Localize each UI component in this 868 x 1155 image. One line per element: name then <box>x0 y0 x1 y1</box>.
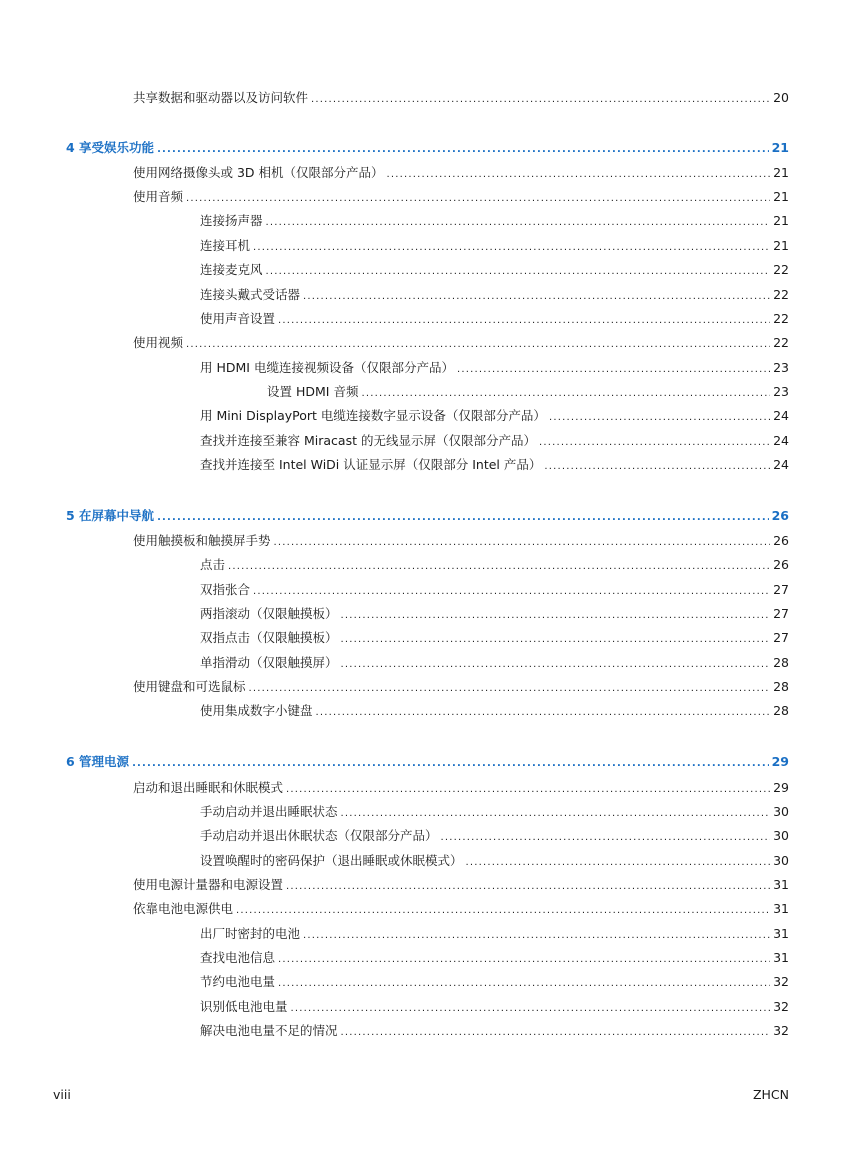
toc-entry-page: 29 <box>773 780 789 795</box>
toc-entry-page: 31 <box>773 901 789 916</box>
toc-entry[interactable] <box>200 262 789 278</box>
toc-entry[interactable] <box>200 950 789 966</box>
toc-entry[interactable] <box>200 655 789 671</box>
toc-chapter-title: 6 管理电源 <box>66 754 130 769</box>
toc-entry-title: 出厂时密封的电池 <box>200 926 301 941</box>
toc-entry-page: 24 <box>773 457 789 472</box>
toc-chapter-page: 21 <box>771 140 789 155</box>
dot-leader <box>291 1001 771 1017</box>
dot-leader <box>466 855 771 871</box>
toc-entry[interactable] <box>200 999 789 1015</box>
toc-entry-title: 查找并连接至兼容 Miracast 的无线显示屏（仅限部分产品） <box>200 433 536 448</box>
toc-entry[interactable] <box>133 780 789 796</box>
toc-entry-page: 30 <box>773 804 789 819</box>
dot-leader <box>387 167 771 183</box>
dot-leader <box>544 459 770 475</box>
toc-entry-page: 22 <box>773 335 789 350</box>
toc-entry[interactable] <box>200 408 789 424</box>
dot-leader <box>253 584 770 600</box>
toc-entry-title: 使用集成数字小键盘 <box>200 703 313 718</box>
toc-entry-title: 设置唤醒时的密码保护（退出睡眠或休眠模式） <box>200 853 463 868</box>
dot-leader <box>278 976 770 992</box>
dot-leader <box>186 191 770 207</box>
dot-leader <box>539 435 770 451</box>
toc-entry-page: 24 <box>773 408 789 423</box>
toc-entry[interactable] <box>200 213 789 229</box>
toc-entry-page: 30 <box>773 828 789 843</box>
toc-entry-title: 识别低电池电量 <box>200 999 288 1014</box>
toc-entry-page: 21 <box>773 238 789 253</box>
dot-leader <box>457 362 770 378</box>
toc-entry-page: 28 <box>773 655 789 670</box>
toc-entry[interactable] <box>200 433 789 449</box>
dot-leader <box>274 535 771 551</box>
dot-leader <box>341 657 771 673</box>
toc-entry[interactable] <box>200 287 789 303</box>
toc-entry-title: 连接扬声器 <box>200 213 263 228</box>
footer-language-code: ZHCN <box>752 1087 789 1102</box>
toc-entry[interactable] <box>133 877 789 893</box>
dot-leader <box>236 903 770 919</box>
toc-entry[interactable] <box>200 582 789 598</box>
toc-entry-title: 使用电源计量器和电源设置 <box>133 877 284 892</box>
toc-entry[interactable] <box>200 1023 789 1039</box>
dot-leader <box>278 313 770 329</box>
dot-leader <box>228 559 770 575</box>
toc-entry[interactable] <box>200 828 789 844</box>
toc-entry-title: 依靠电池电源供电 <box>133 901 234 916</box>
dot-leader <box>341 806 771 822</box>
toc-entry-page: 31 <box>773 950 789 965</box>
toc-entry[interactable] <box>133 901 789 917</box>
toc-entry[interactable] <box>200 238 789 254</box>
toc-entry-page: 22 <box>773 311 789 326</box>
toc-entry-title: 启动和退出睡眠和休眠模式 <box>133 780 284 795</box>
toc-chapter-title: 5 在屏幕中导航 <box>66 508 155 523</box>
footer-page-number: viii <box>53 1087 71 1102</box>
toc-entry-title: 使用音频 <box>133 189 184 204</box>
toc-entry[interactable] <box>133 533 789 549</box>
toc-entry-page: 22 <box>773 287 789 302</box>
toc-entry-title: 手动启动并退出睡眠状态 <box>200 804 338 819</box>
toc-entry-title: 单指滑动（仅限触摸屏） <box>200 655 338 670</box>
toc-entry-title: 双指点击（仅限触摸板） <box>200 630 338 645</box>
toc-entry[interactable] <box>200 360 789 376</box>
toc-entry-page: 21 <box>773 213 789 228</box>
toc-entry-title: 双指张合 <box>200 582 251 597</box>
toc-entry-title: 连接耳机 <box>200 238 251 253</box>
dot-leader <box>341 1025 771 1041</box>
toc-entry-page: 27 <box>773 630 789 645</box>
toc-chapter[interactable] <box>66 754 789 770</box>
toc-entry-title: 点击 <box>200 557 226 572</box>
toc-entry[interactable] <box>267 384 789 400</box>
dot-leader <box>132 756 769 772</box>
toc-entry-title: 连接头戴式受话器 <box>200 287 301 302</box>
toc-entry[interactable] <box>133 90 789 106</box>
toc-entry[interactable] <box>200 974 789 990</box>
dot-leader <box>249 681 771 697</box>
toc-entry[interactable] <box>133 679 789 695</box>
toc-entry-title: 共享数据和驱动器以及访问软件 <box>133 90 309 105</box>
toc-chapter-title: 4 享受娱乐功能 <box>66 140 155 155</box>
toc-entry-page: 27 <box>773 606 789 621</box>
dot-leader <box>278 952 770 968</box>
dot-leader <box>311 92 770 108</box>
toc-entry-page: 28 <box>773 703 789 718</box>
dot-leader <box>286 782 770 798</box>
dot-leader <box>157 510 769 526</box>
dot-leader <box>253 240 770 256</box>
dot-leader <box>341 632 771 648</box>
toc-entry-page: 32 <box>773 1023 789 1038</box>
toc-chapter-page: 26 <box>771 508 789 523</box>
toc-entry[interactable] <box>200 457 789 473</box>
dot-leader <box>303 289 770 305</box>
toc-entry-page: 21 <box>773 165 789 180</box>
toc-entry-page: 24 <box>773 433 789 448</box>
toc-entry[interactable] <box>133 189 789 205</box>
toc-entry-title: 连接麦克风 <box>200 262 263 277</box>
toc-entry-page: 23 <box>773 384 789 399</box>
toc-entry-title: 用 Mini DisplayPort 电缆连接数字显示设备（仅限部分产品） <box>200 408 546 423</box>
toc-entry-title: 解决电池电量不足的情况 <box>200 1023 338 1038</box>
toc-entry-title: 节约电池电量 <box>200 974 276 989</box>
toc-entry-title: 查找并连接至 Intel WiDi 认证显示屏（仅限部分 Intel 产品） <box>200 457 542 472</box>
dot-leader <box>441 830 771 846</box>
toc-entry-page: 21 <box>773 189 789 204</box>
toc-entry-title: 两指滚动（仅限触摸板） <box>200 606 338 621</box>
toc-entry[interactable] <box>200 804 789 820</box>
toc-entry-page: 32 <box>773 974 789 989</box>
toc-entry[interactable] <box>200 926 789 942</box>
dot-leader <box>186 337 770 353</box>
toc-entry[interactable] <box>133 165 789 181</box>
toc-entry-page: 20 <box>773 90 789 105</box>
dot-leader <box>549 410 770 426</box>
toc-entry-page: 31 <box>773 926 789 941</box>
dot-leader <box>286 879 770 895</box>
toc-entry-page: 28 <box>773 679 789 694</box>
dot-leader <box>341 608 771 624</box>
toc-chapter-page: 29 <box>771 754 789 769</box>
dot-leader <box>316 705 771 721</box>
dot-leader <box>361 386 770 402</box>
toc-entry-title: 用 HDMI 电缆连接视频设备（仅限部分产品） <box>200 360 454 375</box>
toc-entry-page: 23 <box>773 360 789 375</box>
toc-entry-title: 使用触摸板和触摸屏手势 <box>133 533 271 548</box>
toc-entry-title: 使用键盘和可选鼠标 <box>133 679 246 694</box>
toc-entry[interactable] <box>200 557 789 573</box>
toc-chapter[interactable] <box>66 140 789 156</box>
dot-leader <box>157 142 769 158</box>
toc-entry-page: 27 <box>773 582 789 597</box>
toc-entry-page: 22 <box>773 262 789 277</box>
toc-entry[interactable] <box>200 606 789 622</box>
toc-entry-page: 30 <box>773 853 789 868</box>
toc-entry[interactable] <box>200 630 789 646</box>
dot-leader <box>266 215 771 231</box>
toc-entry-title: 使用视频 <box>133 335 184 350</box>
dot-leader <box>303 928 770 944</box>
toc-entry-title: 手动启动并退出休眠状态（仅限部分产品） <box>200 828 438 843</box>
toc-entry[interactable] <box>200 853 789 869</box>
toc-chapter[interactable] <box>66 508 789 524</box>
toc-entry-title: 使用声音设置 <box>200 311 276 326</box>
dot-leader <box>266 264 771 280</box>
toc-entry-title: 设置 HDMI 音频 <box>267 384 359 399</box>
toc-entry[interactable] <box>200 703 789 719</box>
toc-entry[interactable] <box>133 335 789 351</box>
toc-entry-title: 使用网络摄像头或 3D 相机（仅限部分产品） <box>133 165 384 180</box>
toc-entry-page: 26 <box>773 557 789 572</box>
toc-entry-page: 26 <box>773 533 789 548</box>
toc-entry-page: 32 <box>773 999 789 1014</box>
toc-entry-title: 查找电池信息 <box>200 950 276 965</box>
toc-entry[interactable] <box>200 311 789 327</box>
toc-entry-page: 31 <box>773 877 789 892</box>
